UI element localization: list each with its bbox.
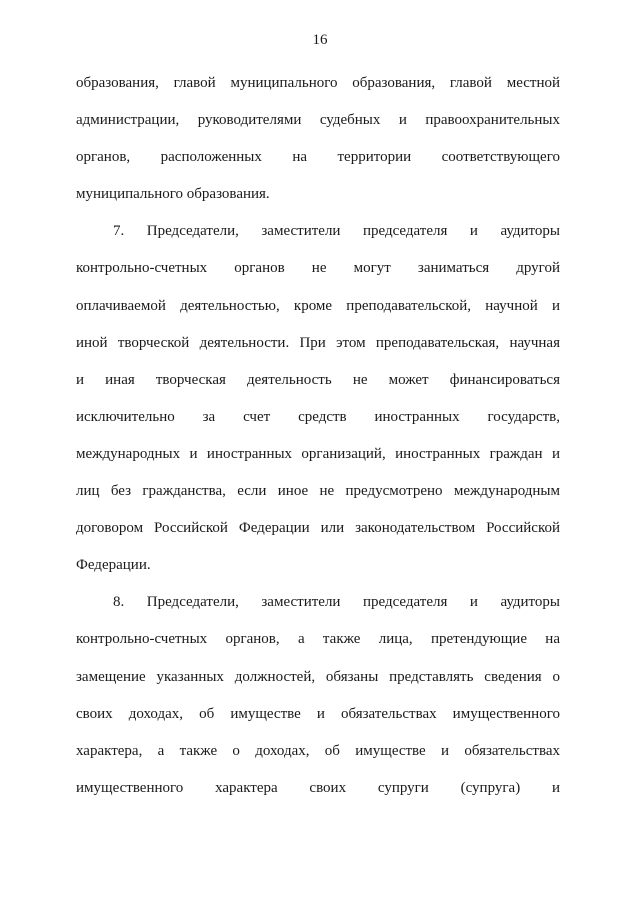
text-line: контрольно-счетных органов, а также лица, претендующие на xyxy=(76,631,560,648)
text-line: иной творческой деятельности. При этом преподавательская, научная xyxy=(76,334,560,351)
text-line: характера, а также о доходах, об имуществе и обязательствах xyxy=(76,742,560,759)
paragraph-7 xyxy=(76,213,560,584)
text-line: администрации, руководителями судебных и правоохранительных xyxy=(76,112,560,129)
text-line: замещение указанных должностей, обязаны представлять сведения о xyxy=(76,668,560,685)
text-line: контрольно-счетных органов не могут заниматься другой xyxy=(76,260,560,277)
text-line: Федерации. xyxy=(76,557,151,574)
text-line: 7. Председатели, заместители председателя и аудиторы xyxy=(113,223,560,240)
text-line: и иная творческая деятельность не может финансироваться xyxy=(76,371,560,388)
text-line: международных и иностранных организаций, иностранных граждан и xyxy=(76,445,560,462)
text-line: имущественного характера своих супруги (супруга) и xyxy=(76,779,560,796)
text-line: исключительно за счет средств иностранных государств, xyxy=(76,408,560,425)
text-line: своих доходах, об имуществе и обязательствах имущественного xyxy=(76,705,560,722)
paragraph-8 xyxy=(76,584,560,807)
text-line: оплачиваемой деятельностью, кроме преподавательской, научной и xyxy=(76,297,560,314)
page-number: 16 xyxy=(312,32,328,48)
text-line: муниципального образования. xyxy=(76,186,270,203)
paragraph-continuation xyxy=(76,65,560,213)
text-line: лиц без гражданства, если иное не предусмотрено международным xyxy=(76,483,560,500)
text-line: 8. Председатели, заместители председателя и аудиторы xyxy=(113,594,560,611)
document-body xyxy=(76,65,560,807)
text-line: образования, главой муниципального образования, главой местной xyxy=(76,75,560,91)
text-line: договором Российской Федерации или законодательством Российской xyxy=(76,520,560,537)
text-line: органов, расположенных на территории соответствующего xyxy=(76,149,560,166)
